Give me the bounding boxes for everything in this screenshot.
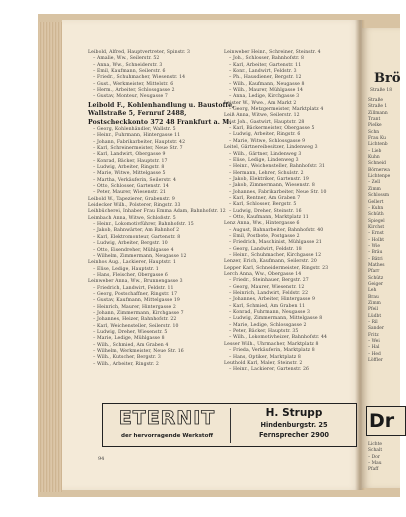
directory-entry: – Ludwig, Arbeiter, Ringstr. 6 <box>229 132 301 138</box>
directory-entry: – Amalie, Ww., Seilerstr. 52 <box>93 56 160 62</box>
directory-entry: – Konrad, Fuhrmann, Neugasse 3 <box>229 310 311 316</box>
directory-entry: – Frieda, Verkäuferin, Marktplatz 8 <box>229 348 315 354</box>
facing-page-line: – Holbt <box>368 237 385 243</box>
facing-page-line: Lichte <box>368 442 382 447</box>
directory-entry: – Otto, Schlosser, Gartenstr. 14 <box>93 184 169 190</box>
directory-entry: – Karl, Bäckermeister, Obergasse 5 <box>229 126 315 132</box>
directory-entry: Leist Joh., Gastwirt, Hauptstr. 28 <box>224 119 305 125</box>
directory-entry: – August, Bahnarbeiter, Bahnhofstr. 40 <box>229 227 324 233</box>
directory-entry: – Friedr., Steinhauer, Bergstr. 27 <box>229 278 309 284</box>
directory-entry: – Hermann, Lehrer, Schulstr. 2 <box>229 170 304 176</box>
facing-page-line: Leh <box>368 288 377 294</box>
directory-entry: – Wilh., Lokomotivheizer, Bahnhofstr. 44 <box>229 335 328 341</box>
facing-page-line: Schüth <box>368 212 384 218</box>
facing-page-line: – Wie <box>368 243 381 249</box>
facing-page-line: Zimm <box>368 301 381 306</box>
directory-entry: – Friedrich, Maschinist, Mühlgasse 21 <box>229 240 322 246</box>
directory-entry: – Karl, Schreinermeister, Neue Str. 7 <box>93 146 183 151</box>
directory-entry: Leiß Anna, Witwe, Seilerstr. 12 <box>224 113 300 119</box>
directory-entry: – Jakob, Bahnwärter, Am Bahnhof 2 <box>93 228 180 234</box>
facing-page-line: – Hed <box>368 351 381 357</box>
facing-page <box>362 28 400 488</box>
facing-page-line: Schlossm <box>368 193 390 199</box>
directory-entry: – Johannes, Heizer, Bahnhofstr. 22 <box>93 317 177 323</box>
page-number: 94 <box>98 456 105 462</box>
facing-page-line: – Ernst <box>368 231 384 237</box>
directory-entry: Leister W., Wwe., Am Markt 2 <box>224 100 297 106</box>
directory-entry: – Heinr., Schuhmacher, Kirchgasse 12 <box>229 253 322 258</box>
directory-entry: – Wilh., Maurer, Mühlgasse 14 <box>229 88 304 94</box>
directory-entry: – Georg, Landwirt, Feldstr. 18 <box>229 246 302 252</box>
advertisement-box <box>102 403 357 447</box>
facing-page-line: Pfeil <box>368 307 378 313</box>
directory-entry: – Wilh., Schmied, Am Graben 4 <box>93 342 169 348</box>
facing-page-line: Zimm <box>368 186 381 192</box>
directory-entry: – Emil, Postbote, Postgasse 2 <box>229 233 300 239</box>
directory-entry: Leibold W., Tapezierer, Grabenstr. 9 <box>88 196 175 202</box>
directory-entry: Leinweber Heinr., Schreiner, Steinstr. 4 <box>224 50 321 55</box>
directory-entry: – Johann, Fabrikarbeiter, Hauptstr. 42 <box>93 139 186 145</box>
facing-page-line: Sander <box>368 326 384 332</box>
directory-entry: – Friedrich, Landwirt, Feldstr. 11 <box>93 285 174 291</box>
directory-entry: Lepper Karl, Schneidermeister, Ringstr. 23 <box>224 265 329 271</box>
facing-page-line: – Wei <box>368 339 380 345</box>
facing-page-line: Spiegel <box>368 218 385 224</box>
directory-entry: – Ludwig, Arbeiter, Bergstr. 10 <box>93 241 168 247</box>
directory-entry: Lenzer, Erich, Kaufmann, Seilerstr. 20 <box>224 259 317 265</box>
directory-entry: – Otto, Eisendreher, Mühlgasse 4 <box>93 247 174 253</box>
facing-page-line: Pfaff <box>368 467 379 473</box>
directory-entry: Lenz Anna, Ww., Hintergasse 6 <box>224 221 300 227</box>
facing-page-line: Kuhn <box>368 155 380 161</box>
facing-page-line: Börnerwa <box>368 167 390 173</box>
facing-page-line: Fritz <box>368 332 379 338</box>
directory-entry: – Jakob, Zimmermann, Wiesenstr. 8 <box>229 183 315 189</box>
directory-entry: – Johannes, Arbeiter, Hintergasse 9 <box>229 297 315 303</box>
directory-entry: – Ludwig, Arbeiter, Ringstr. 8 <box>93 165 165 171</box>
directory-entry: – Anna, Ww., Schneiderstr. 3 <box>93 62 163 68</box>
directory-entry: – Georg, Postschaffner, Ringstr. 17 <box>93 291 178 297</box>
directory-entry: – Marie, Ledige, Schlossgasse 2 <box>229 322 307 328</box>
directory-entry: – Georg, Maurer, Wiesenstr. 12 <box>229 284 305 290</box>
facing-page-line: Lichtenpe <box>368 174 391 180</box>
facing-page-ad-text: Dr <box>369 410 395 432</box>
facing-page-line: Trant <box>368 117 381 123</box>
directory-entry: – Heinr., Weichensteller, Bahnhofstr. 31 <box>229 164 326 170</box>
directory-entry: – Karl, Schmied, Am Graben 11 <box>229 303 306 309</box>
facing-page-line: Schalt <box>368 448 383 454</box>
facing-page-ad <box>366 406 406 436</box>
facing-page-line: – Mau <box>368 461 382 467</box>
directory-entry: – Karl, Landwirt, Obergasse 9 <box>93 152 166 158</box>
directory-entry: – Emil, Kaufmann, Seilerstr. 6 <box>93 69 166 75</box>
directory-entry: – Peter, Maurer, Wiesenstr. 21 <box>93 190 166 196</box>
facing-page-header: Brö <box>374 71 401 86</box>
facing-page-line: Straße 1 <box>368 104 388 110</box>
facing-page-line: – Lieb <box>368 148 382 154</box>
directory-highlight-entry: Wallstraße 5, Fernruf 2488, <box>88 110 187 118</box>
facing-page-line: – Bätri <box>368 256 383 262</box>
directory-entry: – Heinr., Fuhrmann, Hintergasse 11 <box>93 133 181 139</box>
ad-divider <box>230 408 231 443</box>
facing-page-line: – Ril <box>368 320 378 326</box>
directory-entry: – Gust., Werkmeister, Mittelstr. 6 <box>93 81 174 87</box>
directory-entry: – Wilh., Kaufmann, Neugasse 8 <box>229 81 305 87</box>
directory-entry: – Heinrich, Landwirt, Feldstr. 22 <box>229 291 309 297</box>
directory-entry: – Wilh., Kutscher, Bergstr. 3 <box>93 355 161 361</box>
facing-page-line: Brau <box>368 294 379 300</box>
directory-entry: Leinhos Aug., Lackierer, Hauptstr. 1 <box>88 260 177 266</box>
directory-entry: – Heinrich, Maurer, Hintergasse 2 <box>93 304 176 310</box>
directory-entry: – Heinr., Lokomotivführer, Bahnhofstr. 15 <box>93 222 194 228</box>
directory-entry: Lerch Anna, Ww., Obergasse 14 <box>224 272 302 278</box>
directory-entry: – Karl, Rentner, Am Graben 7 <box>229 195 301 201</box>
facing-page-line: – Hal <box>368 345 380 351</box>
facing-page-line: Lüdbt <box>368 313 382 319</box>
directory-column-right <box>224 50 354 374</box>
directory-entry: – Karl, Arbeiter, Gartenstr. 11 <box>229 62 302 68</box>
directory-entry: – Marie, Witwe, Schlossgasse 9 <box>229 138 306 144</box>
facing-page-line: Mathes <box>368 262 385 268</box>
strupp-name: H. Strupp <box>265 407 323 419</box>
directory-entry: – Elise, Ledige, Lindenweg 3 <box>229 157 299 163</box>
strupp-address: Hindenburgstr. 25 <box>260 421 328 429</box>
directory-entry: – Karl, Weichensteller, Seilerstr. 10 <box>93 323 179 329</box>
directory-entry: – Hans, Optiker, Marktplatz 8 <box>229 354 301 360</box>
directory-entry: – Jakob, Elektriker, Gartenstr. 19 <box>229 176 309 182</box>
directory-entry: – Wilhelm, Werkmeister, Neue Str. 16 <box>93 349 184 354</box>
eternit-brand: ETERNIT <box>118 407 216 429</box>
facing-page-line: – Zell <box>368 180 381 186</box>
directory-entry: Leidecker Wilh., Polsterer, Ringstr. 33 <box>88 203 181 209</box>
directory-entry: Leinweber Anna, Ww., Brunnengasse 3 <box>88 279 183 285</box>
facing-page-line: – Kuhn <box>368 205 384 211</box>
directory-entry: – Gustav, Monteur, Neugasse 7 <box>93 94 168 100</box>
directory-entry: Leitel, Gärtnereibesitzer, Lindenweg 3 <box>224 145 318 151</box>
directory-entry: – Ludwig, Dreher, Wiesenstr. 5 <box>93 329 168 335</box>
facing-page-line: – Dor <box>368 454 380 460</box>
directory-highlight-entry: Leibold F., Kohlenhandlung u. Baustoffe, <box>88 101 235 109</box>
facing-page-line: Schütz <box>368 275 384 281</box>
directory-entry: – Peter, Bäcker, Hauptstr. 35 <box>229 329 299 335</box>
directory-entry: – Konrad, Bäcker, Hauptstr. 17 <box>93 158 168 164</box>
facing-page-line: Pielke <box>368 123 382 129</box>
directory-entry: – Wilh., Arbeiter, Ringstr. 2 <box>93 361 159 367</box>
directory-entry: – Joh., Schlosser, Bahnhofstr. 8 <box>229 56 305 62</box>
directory-entry: – Konr., Landwirt, Feldstr. 3 <box>229 69 297 75</box>
facing-page-line: Geiger <box>368 281 384 287</box>
directory-entry: – Hans, Fleischer, Obergasse 6 <box>93 272 168 278</box>
directory-entry: – Herm., Arbeiter, Schlossgasse 2 <box>93 88 175 94</box>
facing-page-line: Pfarr <box>368 269 380 275</box>
facing-page-line: Löffler <box>368 358 383 364</box>
facing-page-line: Schneid <box>368 161 386 167</box>
facing-page-lower-column <box>368 442 400 474</box>
directory-entry: – Johann, Zimmermann, Kirchgasse 7 <box>93 310 184 316</box>
directory-entry: – Ludwig, Zimmermann, Mittelgasse 8 <box>229 316 323 322</box>
directory-entry: – Ph., Hausdiener, Bergstr. 12 <box>229 75 302 81</box>
directory-entry: – Marie, Witwe, Mittelgasse 5 <box>93 171 166 177</box>
directory-entry: – Wilh., Gärtner, Lindenweg 3 <box>229 151 302 157</box>
directory-entry: – Karl, Elektromonteur, Gartenstr. 8 <box>93 234 181 240</box>
facing-page-line: Schn <box>368 129 380 135</box>
facing-page-subheader: Straße 18 <box>370 88 393 93</box>
directory-entry: – Georg, Metzgermeister, Marktplatz 4 <box>229 107 324 113</box>
directory-entry: Lesser Wilh., Uhrmacher, Marktplatz 8 <box>224 341 319 347</box>
directory-entry: Leibold, Alfred, Hauptvertreter, Spinstr. 3 <box>88 50 191 55</box>
facing-page-line: Frau Ku <box>368 136 386 142</box>
directory-entry: – Heinr., Lackierer, Gartenstr. 26 <box>229 367 310 373</box>
directory-highlight-entry: Postscheckkonto 372 48 Frankfurt a. M. <box>88 118 232 126</box>
eternit-tagline: der hervorragende Werkstoff <box>121 433 213 439</box>
facing-page-line: Straße <box>368 98 384 103</box>
directory-entry: Leuthold Karl, Maler, Steinstr. 2 <box>224 360 303 366</box>
directory-entry: – Elise, Ledige, Hauptstr. 1 <box>93 266 159 272</box>
directory-entry: Leihbücherei, Inhaber Frau Emma Adam, Bahnhofstr. 12 <box>88 209 226 215</box>
directory-entry: – Otto, Kaufmann, Marktplatz 11 <box>229 214 309 220</box>
facing-page-line: Kirchst <box>368 224 385 230</box>
directory-entry: – Georg, Kohlenhändler, Wallstr. 5 <box>93 126 176 132</box>
directory-entry: – Karl, Schlosser, Bergstr. 5 <box>229 202 297 208</box>
facing-page-line: Lichtenb <box>368 142 388 148</box>
facing-page-line: Zillmann <box>368 110 388 116</box>
directory-entry: – Marie, Ledige, Mühlgasse 8 <box>93 336 165 342</box>
facing-page-line: – Bräu <box>368 250 383 256</box>
directory-entry: – Wilhelm, Zimmermann, Neugasse 12 <box>93 253 187 259</box>
facing-page-line: Gellert <box>368 199 384 205</box>
page-edges <box>38 22 62 492</box>
directory-entry: – Johannes, Fabrikarbeiter, Neue Str. 10 <box>229 189 327 195</box>
directory-entry: – Anna, Ledige, Kirchgasse 3 <box>229 94 300 100</box>
directory-entry: – Gustav, Kaufmann, Mittelgasse 19 <box>93 298 180 304</box>
directory-entry: Leimbach Anna, Witwe, Schloßstr. 5 <box>88 215 176 221</box>
directory-entry: – Martha, Verkäuferin, Seilerstr. 4 <box>93 177 177 183</box>
facing-page-column <box>368 98 400 364</box>
directory-entry: – Friedr., Schuhmacher, Wiesenstr. 14 <box>93 75 186 81</box>
directory-entry: – Ludwig, Dreher, Steinstr. 16 <box>229 208 302 214</box>
strupp-phone: Fernsprecher 2900 <box>259 431 329 439</box>
directory-column-left <box>88 50 235 368</box>
